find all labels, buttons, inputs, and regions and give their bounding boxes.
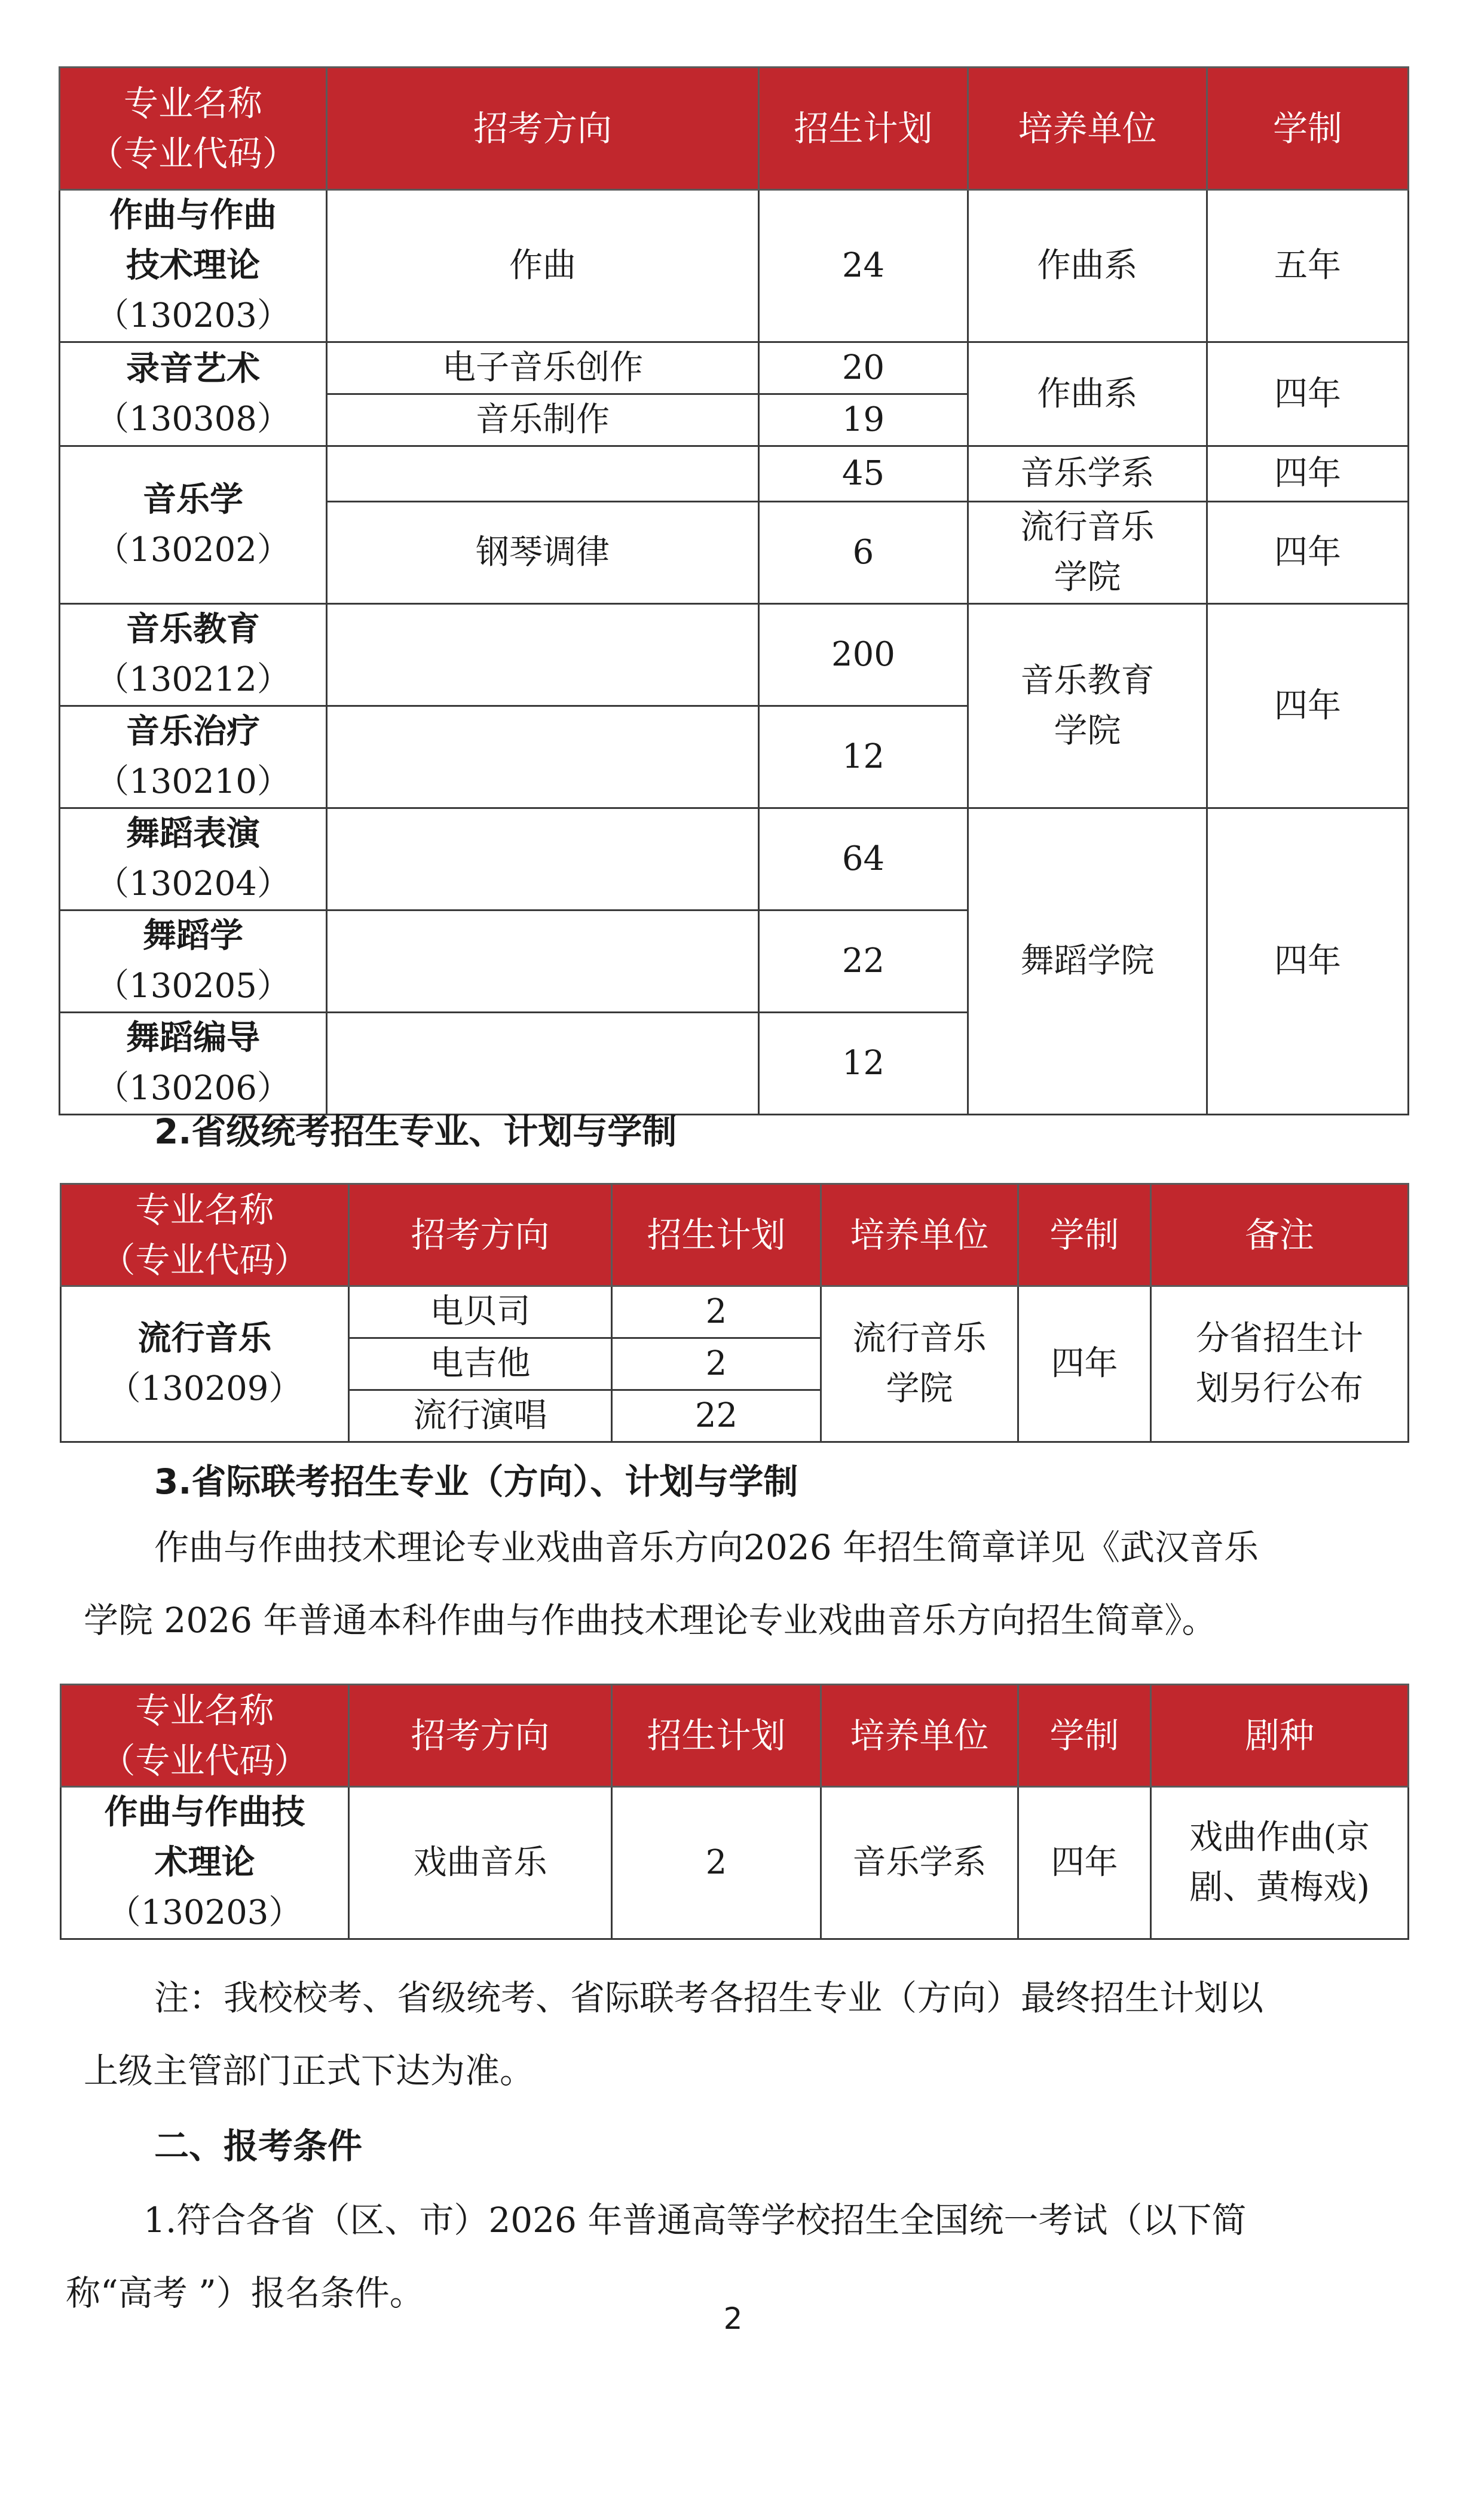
- paragraph-line: 学院 2026 年普通本科作曲与作曲技术理论专业戏曲音乐方向招生简章》。: [84, 1600, 1217, 1641]
- header-years: 学制: [1018, 1184, 1151, 1286]
- years-cell: 四年: [1207, 808, 1409, 1115]
- condition-line: 1.符合各省（区、市）2026 年普通高等学校招生全国统一考试（以下简: [143, 2200, 1247, 2240]
- paragraph-line: 作曲与作曲技术理论专业戏曲音乐方向2026 年招生简章详见《武汉音乐: [154, 1527, 1259, 1568]
- major-cell: 作曲与作曲技 术理论 （130203）: [61, 1787, 349, 1939]
- header-years: 学制: [1207, 68, 1409, 190]
- major-cell: 舞蹈编导 （130206）: [60, 1013, 327, 1115]
- unit-cell: 音乐学系: [821, 1787, 1018, 1939]
- major-cell: 音乐学 （130202）: [60, 446, 327, 604]
- direction-cell: [327, 604, 759, 706]
- direction-cell: [327, 910, 759, 1013]
- major-cell: 舞蹈表演 （130204）: [60, 808, 327, 910]
- note-line: 上级主管部门正式下达为准。: [84, 2050, 535, 2091]
- unit-cell: 音乐教育 学院: [968, 604, 1207, 808]
- header-major: 专业名称 （专业代码）: [61, 1685, 349, 1787]
- plan-cell: 24: [759, 190, 968, 342]
- header-years: 学制: [1018, 1685, 1151, 1787]
- header-genre: 剧种: [1151, 1685, 1409, 1787]
- table-header-row: [61, 1184, 1409, 1286]
- direction-cell: 流行演唱: [349, 1390, 612, 1442]
- years-cell: 四年: [1018, 1787, 1151, 1939]
- unit-cell: 作曲系: [968, 342, 1207, 446]
- table-row: [60, 446, 1409, 502]
- years-cell: 四年: [1207, 342, 1409, 446]
- header-direction: 招考方向: [327, 68, 759, 190]
- header-direction: 招考方向: [349, 1184, 612, 1286]
- direction-cell: 戏曲音乐: [349, 1787, 612, 1939]
- note-cell: 分省招生计 划另行公布: [1151, 1286, 1409, 1442]
- table-header-row: [60, 68, 1409, 190]
- enrollment-table-school-exam: [59, 66, 1409, 1115]
- table-row: [60, 342, 1409, 394]
- major-cell: 音乐教育 （130212）: [60, 604, 327, 706]
- page-number: 2: [723, 2301, 743, 2336]
- genre-cell: 戏曲作曲(京 剧、黄梅戏): [1151, 1787, 1409, 1939]
- major-cell: 作曲与作曲 技术理论 （130203）: [60, 190, 327, 342]
- years-cell: 五年: [1207, 190, 1409, 342]
- header-plan: 招生计划: [612, 1184, 821, 1286]
- major-cell: 流行音乐 （130209）: [61, 1286, 349, 1442]
- section-heading-joint-exam: 3.省际联考招生专业（方向）、计划与学制: [154, 1461, 798, 1502]
- direction-cell: 钢琴调律: [327, 502, 759, 604]
- header-direction: 招考方向: [349, 1685, 612, 1787]
- plan-cell: 64: [759, 808, 968, 910]
- header-plan: 招生计划: [759, 68, 968, 190]
- direction-cell: 音乐制作: [327, 394, 759, 446]
- unit-cell: 作曲系: [968, 190, 1207, 342]
- unit-cell: 舞蹈学院: [968, 808, 1207, 1115]
- header-unit: 培养单位: [968, 68, 1207, 190]
- header-plan: 招生计划: [612, 1685, 821, 1787]
- header-major: 专业名称 （专业代码）: [60, 68, 327, 190]
- plan-cell: 6: [759, 502, 968, 604]
- direction-cell: 电吉他: [349, 1338, 612, 1390]
- table-row: [60, 604, 1409, 706]
- years-cell: 四年: [1207, 502, 1409, 604]
- plan-cell: 22: [612, 1390, 821, 1442]
- unit-cell: 流行音乐 学院: [968, 502, 1207, 604]
- plan-cell: 20: [759, 342, 968, 394]
- major-cell: 音乐治疗 （130210）: [60, 706, 327, 808]
- unit-cell: 音乐学系: [968, 446, 1207, 502]
- direction-cell: [327, 808, 759, 910]
- header-unit: 培养单位: [821, 1184, 1018, 1286]
- enrollment-table-joint-exam: [60, 1684, 1409, 1940]
- header-major: 专业名称 （专业代码）: [61, 1184, 349, 1286]
- header-note: 备注: [1151, 1184, 1409, 1286]
- table-header-row: [61, 1685, 1409, 1787]
- section-heading-conditions: 二、报考条件: [154, 2126, 363, 2166]
- direction-cell: [327, 446, 759, 502]
- major-cell: 舞蹈学 （130205）: [60, 910, 327, 1013]
- direction-cell: [327, 706, 759, 808]
- years-cell: 四年: [1018, 1286, 1151, 1442]
- years-cell: 四年: [1207, 446, 1409, 502]
- plan-cell: 200: [759, 604, 968, 706]
- plan-cell: 12: [759, 1013, 968, 1115]
- direction-cell: 作曲: [327, 190, 759, 342]
- plan-cell: 2: [612, 1787, 821, 1939]
- plan-cell: 2: [612, 1286, 821, 1338]
- note-line: 注：我校校考、省级统考、省际联考各招生专业（方向）最终招生计划以: [154, 1978, 1264, 2018]
- plan-cell: 45: [759, 446, 968, 502]
- direction-cell: 电子音乐创作: [327, 342, 759, 394]
- condition-line: 称“高考 ”）报名条件。: [66, 2273, 424, 2313]
- plan-cell: 2: [612, 1338, 821, 1390]
- major-cell: 录音艺术 （130308）: [60, 342, 327, 446]
- header-unit: 培养单位: [821, 1685, 1018, 1787]
- direction-cell: 电贝司: [349, 1286, 612, 1338]
- table-row: [60, 190, 1409, 342]
- enrollment-table-provincial: [60, 1183, 1409, 1443]
- plan-cell: 19: [759, 394, 968, 446]
- section-heading-provincial: 2.省级统考招生专业、计划与学制: [154, 1111, 677, 1152]
- table-row: [61, 1286, 1409, 1338]
- years-cell: 四年: [1207, 604, 1409, 808]
- table-row: [61, 1787, 1409, 1939]
- plan-cell: 22: [759, 910, 968, 1013]
- table-row: [60, 808, 1409, 910]
- plan-cell: 12: [759, 706, 968, 808]
- unit-cell: 流行音乐 学院: [821, 1286, 1018, 1442]
